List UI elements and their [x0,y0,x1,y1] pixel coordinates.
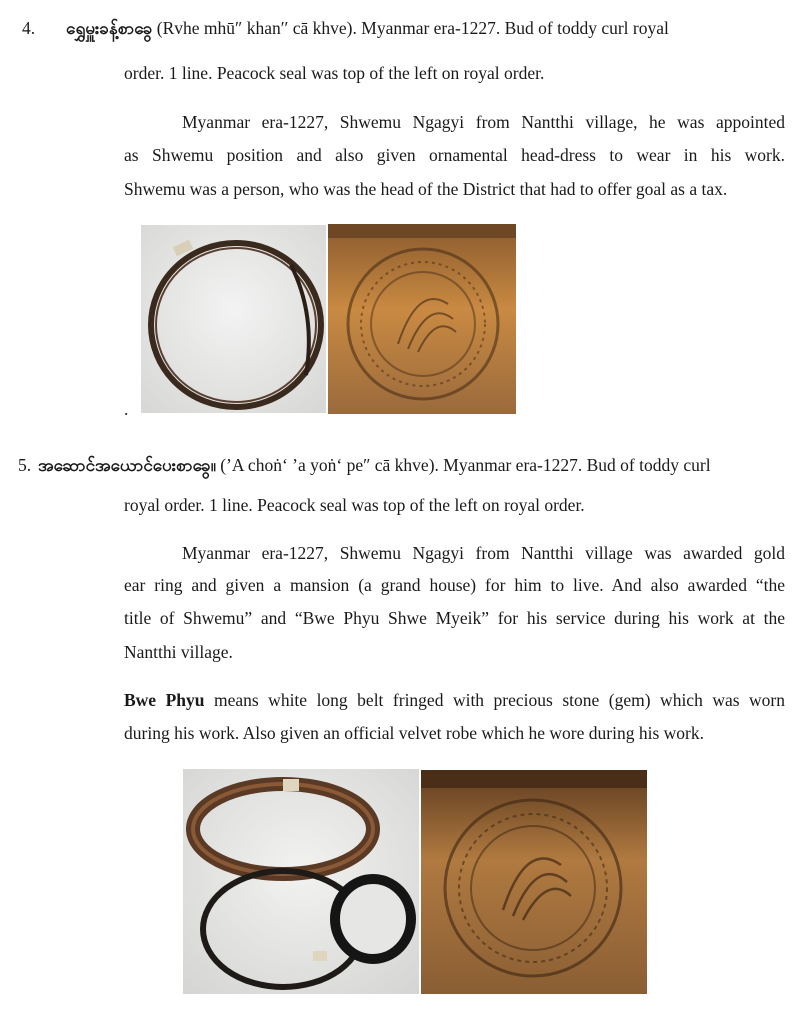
item5-burmese-title: အဆောင်အယောင်ပေးစာခွေ။ [38,456,216,476]
item5-photo-seal [421,770,647,994]
item5-para-line4: Nantthi village. [124,642,233,662]
item5-heading-line2: royal order. 1 line. Peacock seal was top of the left on royal order. [124,495,585,515]
item5-para-line3: title of Shwemu” and “Bwe Phyu Shwe Myeik” for his service during his work at the [124,608,785,628]
item5-number: 5. [18,455,32,475]
item5-para2-line1-text: means white long belt fringed with precious stone (gem) which was worn [204,690,785,710]
item4-heading-text: (Rvhe mhū″ khan′′ cā khve). Myanmar era-1227. Bud of toddy curl royal [156,18,669,38]
item5-para-line2: ear ring and given a mansion (a grand house) for him to live. And also awarded “the [124,575,785,595]
item4-number: 4. [22,18,36,38]
item5-heading-text: (’A choṅ‘ ’a yoṅ‘ pe″ cā khve). Myanmar era-1227. Bud of toddy curl [220,455,711,475]
item4-para-line2: as Shwemu position and also given ornamental head-dress to wear in his work. [124,145,785,165]
item5-photo-rings [183,769,419,994]
item4-heading [66,17,669,40]
item5-heading [38,454,711,477]
bwe-phyu-term: Bwe Phyu [124,690,205,710]
item4-burmese-title: ရွှေမှူးခန့်စာခွေ [66,19,153,39]
item4-para-line1: Myanmar era-1227, Shwemu Ngagyi from Nantthi village, he was appointed [182,112,785,132]
item4-photo-rings [141,225,326,413]
item5-para2-line1 [124,689,785,711]
item4-heading-line2: order. 1 line. Peacock seal was top of the left on royal order. [124,63,545,83]
item5-para2-line2: during his work. Also given an official velvet robe which he wore during his work. [124,723,704,743]
item4-para-line3: Shwemu was a person, who was the head of the District that had to offer goal as a tax. [124,179,728,199]
item5-para-line1: Myanmar era-1227, Shwemu Ngagyi from Nantthi village was awarded gold [182,543,785,563]
item4-dot: . [124,399,129,419]
item4-photo-seal [328,224,516,414]
